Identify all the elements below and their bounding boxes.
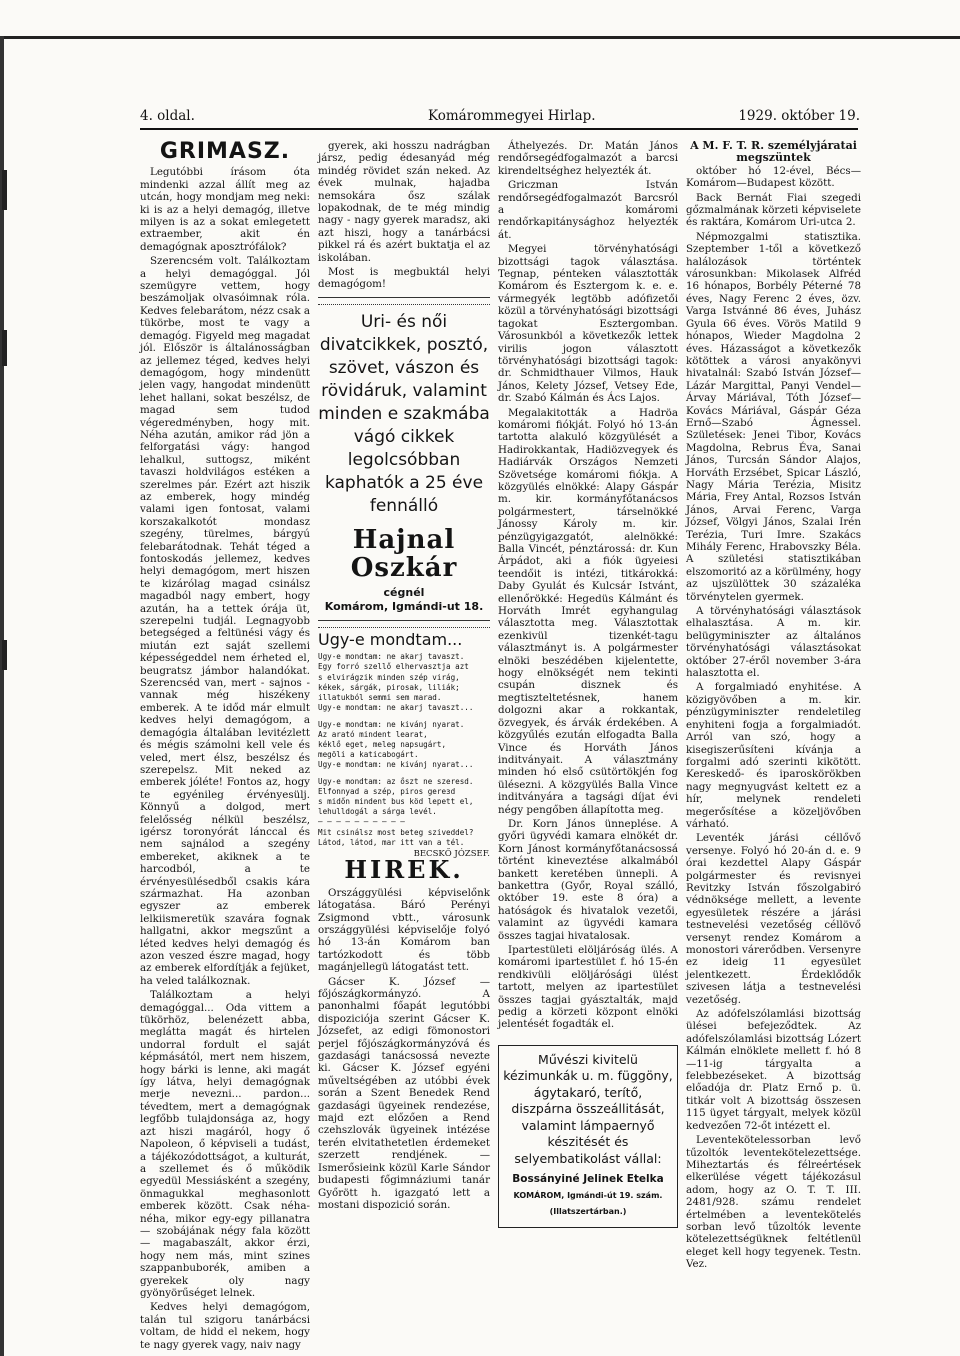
scan-edge-left xyxy=(0,36,4,1356)
news-item: Áthelyezés. Dr. Matán János rendőrsegédfogalmazót a barcsi kirendeltséghez helyezték át. xyxy=(498,140,678,177)
news-item: Megyei törvényhatósági bizottsági tagok választása. Tegnap, pénteken választották Komárom és Esztergom k. e. e. vármegyék legtöbb adófizetői közül a törvényhatósági bizottsági tagokat Esztergomban. Városunkból a következők lettek virilis jogon választott törvényhatósági bizottsági tagok: dr. Schmidthauer Vilmos, Hauk János, Kelety József, Vetsey Ede, dr. Szabó Kálmán és Ács Lajos. xyxy=(498,243,678,405)
poem-line: s midőn mindent bus köd lepett el, xyxy=(318,796,474,806)
news-item: Leventekötelessorban levő tűzoltók leventekötelezettsége. Miheztartás és félreértések elkerülése végett tájékozásul adom, hogy az O. T. T. III. 2481/928. számu rendelet értelmében a leventekötelés sorban levő tűzoltók levente kötelezettségüknek feltétlenül eleget kell hogy tegyenek. Testn. Vez. xyxy=(686,1134,861,1271)
scan-mark xyxy=(2,170,7,210)
poem-lines xyxy=(318,652,490,848)
poem-line: s elvirágzik minden szép virág, xyxy=(318,672,460,682)
poem-line: Ugy-e mondtam: ne kivánj nyarat. xyxy=(318,719,465,729)
news-item: A törvényhatósági választások elhalasztása. A m. kir. belügyminiszter az általános törvényhatósági választásokat október 27-éről november 3-ára halasztotta el. xyxy=(686,605,861,680)
poem-line: kéklő eget, meleg napsugárt, xyxy=(318,739,447,749)
column-3 xyxy=(498,140,678,1258)
advertisement xyxy=(318,311,490,614)
news-item: Leventék járási céllővő versenye. Folyó hó 20-án d. e. 9 órai kezdettel Alapy Gáspár polgármester és revisnyei Revitzky István főszolgabiró védnöksége mellett, a levente egyesületek részére a járási testnevelési vezetőség céllövő versenyt rendez Komárom a monostori várerődben. Versenyre ez ideig 11 egyesület jelentkezett. Érdeklődők szivesen látja a testnevelési vezetőség. xyxy=(686,832,861,1006)
poem-line: megöli a katicabogárt. xyxy=(318,750,419,760)
news-item: Megalakitották a Hadröa komáromi fiókját. Folyó hó 13-án tartotta alakuló közgyülését a Hadirokkantak, Hadiözvegyek és Hadiárvák Országos Nemzeti Szövetsége komáromi fiókja. A közgyülés elnökké: Alapy Gáspár m. kir. kormányfőtanácsos polgármestert, társelnökké Jánossy Károly m. kir. pénzügyigazgatót, alelnökké: Balla Vincét, pénztárossá: dr. Kun Árpádot, aki a fiók ügyeiesi teendőit is intézi, titkárokká: Daby Gyulát és Kulcsár Istvánt, ellenőrökké: Hegedüs Kálmánt és Horváth Imrét egyhangulag választotta meg. Választottak ezenkivül tizenkét-tagu választmányt is. A polgármester elnöki beszédében kijelentette, hogy elnökségét nem tekinti csupán disznek és megtiszteltetésnek, hanem dolgozni akar a rokkantak, özvegyek, és árvák érdekében. A közgyűlés ezután elfogadta Balla Vince és Horváth János inditványait. A választmány minden hó első csütörtökjén fog ülésezni. A közgyülés Balla Vince inditványára a tagsági díjat évi négy pengőben állapította meg. xyxy=(498,406,678,816)
poem-line: Az arató mindent learat, xyxy=(318,729,428,739)
newspaper-title: Komárommegyei Hirlap. xyxy=(428,108,596,124)
column-2 xyxy=(318,140,490,1258)
page-header xyxy=(140,108,860,126)
scan-mark xyxy=(2,330,7,366)
poem-line: Egy forró szellő elhervasztja azt xyxy=(318,662,469,672)
ad-text: Művészi kivitelü kézimunkák u. m. függöny, ágytakaró, terítő, diszpárna összeállitását, valamint lámpaernyő készitését és selyembatikolást vállal: xyxy=(503,1051,673,1166)
ad-sub: (Illatszertárban.) xyxy=(549,1207,627,1217)
poem-line: lehulldogál a sárga levél. xyxy=(318,807,437,817)
article-paragraph: Legutóbbi írásom óta mindenki azzal állít meg az utcán, hogy mondjam meg neki: ki is az a helyi demagóg, illetve milyen is az a sokat emlegetett extraember, akit én demagógnak aposztrófálok? xyxy=(140,166,310,253)
page-number: 4. oldal. xyxy=(140,108,195,124)
divider xyxy=(318,297,490,305)
article-title: GRIMASZ. xyxy=(159,139,291,164)
header-rule xyxy=(140,128,858,130)
news-item: Az adófelszólamlási bizottság ülései befejeződtek. Az adófelszólamlási bizottság Lózert Kálmán elnöklete mellett f. hó 8—11-ig tárgyalta a felebbezéseket. A bizottság előadója dr. Platz Ernő p. ü. titkár volt A bizottság összesen 115 ügyet tárgyalt, melyek közül kedvezően 72-őt intézett el. xyxy=(686,1008,861,1132)
poem-line: — — — — — — — — — — xyxy=(318,817,405,827)
ad-address: KOMÁROM, Igmándi-út 19. szám. xyxy=(513,1190,663,1200)
news-item: Griczman István rendőrsegédfogalmazót Barcsról a komáromi rendőrkapitánysághoz helyezték át. xyxy=(498,179,678,241)
article-paragraph: Szerencsém volt. Találkoztam a helyi demagóggal. Jól szemügyre vettem, hogy beszámoljak olvasóimnak róla. Kedves felebarátom, nézz csak a tükörbe, most te vagy a demagóg. Figyeld meg magadat jól. Először is általánosságban az jellemez téged, kedves helyi demagógom, hogy mindenütt jelen vagy, hangodat mindenütt lehet hallani, sokat beszélsz, de magad sem tudod végeredményben, hogy mit. Néha azután, amikor rád jön a felforgatási vágy: hangod lehalkul, suttogsz, miként tavaszi holdvilágos estéken a szerelmes pár. Ezért azt hiszik az emberek, hogy mindég valami igen fontosat, valami korszakalkotót mondasz szegény, türelmes, bárgyú felebarátodnak. Tehát téged a fontoskodás jellemez, kedves helyi demagógom, mert hiszen te kizárólag magad csinálsz magadból nagy embert, hogy azután, ha a tettek órája üt, szerepelni tudjál. Legnagyobb betegséged a feltünési vágy és miután ezt saját szellemi képességeddel nem érheted el, beugratsz jámbor halandókat. Szerencséd van, mert - sajnos - vannak még hiszékeny emberek. A te időd már elmult kedves helyi demagógom, a demagógia általában levitézlett és mégis számolni kell vele és veled, mert élsz, beszélsz és szerepelsz. Mit neked az emberek jóléte! Fontos az, hogy te egyénileg érvényesülj. Könnyű a dolgod, mert felelősség nélkül beszélsz, igérsz toronyórát lánccal és nem sajnálod a szegény embereket, akiknek a te harcodból, a te érvényesülésedből csakis kára származhat. Ha azonban egyszer az emberek lelkiismeretük szavára fognak hallgatni, akkor megszűnt a léted kedves helyi demagóg és azon veszed észre magad, hogy az emberek elfordítják a fejüket, ha veled találkoznak. xyxy=(140,255,310,987)
poem-line: Elfonnyad a szép, piros gereзd xyxy=(318,786,456,796)
poem-line: Mit csinálsz most beteg sziveddel? xyxy=(318,827,474,837)
scan-edge-top xyxy=(0,36,960,39)
news-item: A forgalmiadó enyhitése. A közigyövőben a m. kir. pénzügyminiszter rendeletileg enyhiteni fogja a forgalmiadót. Arról van szó, hogy a kisegiszerűsíteni kívánja a forgalmi adó szerinti kikötött. Kereskedő- és iparoskörökben nagy megnyugvást keltett ez a hír, melynek rendeleti megerősítése a közeljövőben várható. xyxy=(686,681,861,830)
issue-date: 1929. október 19. xyxy=(738,108,860,124)
poem xyxy=(318,629,490,860)
poem-title: Ugy-e mondtam... xyxy=(318,629,463,649)
poem-line: illatukból semmi sem marad. xyxy=(318,693,442,703)
news-item: Dr. Korn János ünneplése. A győri ügyvédi kamara elnökét dr. Korn Jánost kormányfőtanácsossá történt kineveztése alkalmából bankett keretében ünnepli. A bankettra (Győr, Royal szálló, október 19. este 8 óra) a hatóságok és hivatalok vezetői, valamint az ügyvédi kamara összes tagjai hivatalosak. xyxy=(498,817,678,942)
article-paragraph: gyerek, aki hosszu nadrágban jársz, pedig édesanyád még mindég rövidet szán neked. Az évek mulnak, hajadba nemsokára ősz szálak lopakodnak, de te még mindig nagy - nagy gyerek maradsz, aki azt hiszi, hogy a tanárbácsi pikkel rá és azért buktatja el az iskolában. xyxy=(318,140,490,264)
article-paragraph: Találkoztam a helyi demagóggal... Oda vittem a tükörhöz, belenézett abba, meglátta magát és hirtelen undorral fordult el saját képmásától, mert nem hiszem, hogy bárki is lenne, aki magát így látva, helyi demagógnak merje nevezni... pardon... tévedtem, mert a demagógnak legfőbb tulajdonsága az, hogy azt hiszi magáról, hogy ő Napoleon, ő képviseli a tudást, a tájékozódottságot, a kulturát, a szellemet és ő működik egyedül Messiásként a szegény, önmagukkal meghasonlott emberek között. Csak néha-néha, mikor egy-egy pillanatra — szobájának négy fala között — magabaszált, akkor érzi, hogy nem más, mint szines szappanbuborék, amiben a gyerekek oly nagy gyönyörűséget lelnek. xyxy=(140,989,310,1299)
section-heading: HIREK. xyxy=(344,855,464,885)
news-item: Országgyülési képviselőnk látogatása. Báró Perényi Zsigmond vbtt., városunk országgyülési képviselője folyó hó 13-án Komárom ban tartózkodott és több magánjellegü látogatást tett. xyxy=(318,886,490,974)
poem-line: Ugy-e mondtam: ne akarj tavaszt... xyxy=(318,703,474,713)
ad-text: Uri- és női divatcikkek, posztó, szövet, vászon és rövidáruk, valamint minden e szakmába vágó cikkek legolcsóbban kaphatók a 25 éve fennálló xyxy=(318,311,490,516)
ad-sub: cégnél xyxy=(383,585,425,599)
poem-line: Ugy-e mondtam: ne kivánj nyarat... xyxy=(318,760,474,770)
column-1 xyxy=(140,139,310,1351)
poem-line: Látod, látod, mar itt van a tél. xyxy=(318,837,465,847)
news-item: október hó 12-ével, Bécs—Komárom—Budapest között. xyxy=(686,164,861,190)
news-item: Ipartestületi elöljáróság ülés. A komáromi ipartestület f. hó 15-én rendkivüli elöljárósági ülést tartott, melyen az ipartestület összes tagjai gyásztalták, majd pedig a körzeti központ elnöki jelentését fogadták el. xyxy=(498,944,678,1031)
poem-line: kékek, sárgák, pirosak, liliák; xyxy=(318,682,460,692)
ad-name: Bossányiné Jelinek Etelka xyxy=(512,1173,664,1186)
poem-signature: BECSKŐ JÓZSEF. xyxy=(413,848,490,859)
article-paragraph: Kedves helyi demagógom, talán tul szigoru tanárbácsi voltam, de hidd el nekem, hogy te nagy gyerek vagy, naiv nagy xyxy=(140,1301,310,1351)
ad-address: Komárom, Igmándi-ut 18. xyxy=(324,599,484,613)
news-item: Népmozgalmi statisztika. Szeptember 1-től a következő halálozások történtek városunkban: Mikolasek Alfréd 16 hónapos, Borbély Péterné 78 éves, Nagy Ferenc 2 éves, özv. Varga Istvánné 86 éves, Juhász Gyula 66 éves. Vörös Matild 9 hónapos, Wieder Magdolna 2 éves. Házasságot a következők kötöttek a városi anyakönyvi hivatalnál: Szabó István József—Lázár Margittal, Panyi Vendel—Árvay Máriával, Tóth József—Kovács Máriával, Gáspár Géza Ernő—Szabó Ágnessel. Születések: Jenei Tibor, Kovács Magdolna, Rebrus Éva, Sanai János, Turcsán Sándor Alajos, Horváth Erzsébet, Spicar László, Nagy Mária Terézia, Misitz Mária, Frey Antal, Rozsos István János, Arvai Ferenc, Varga József, Völgyi János, Szalai Irén Terézia, Turi Imre. Szakács Mihály Ferenc, Hrabovszky Béla. A születési statisztikában elszomoritó az a körülmény, hogy az ujszülöttek 30 százaléka törvénytelen gyermek. xyxy=(686,230,861,603)
article-paragraph: Most is megbuktál helyi demagógom! xyxy=(318,266,490,291)
poem-line: Ugy-e mondtam: az őszt ne szeresd. xyxy=(318,776,474,786)
divider xyxy=(318,620,490,628)
poem-line: Ugy-e mondtam: ne akarj tavaszt. xyxy=(318,652,465,662)
advertisement-box xyxy=(498,1045,678,1228)
column-4 xyxy=(686,139,861,1271)
ad-firm-name: Hajnal Oszkár xyxy=(350,524,458,583)
news-item: Back Bernát Fiai szegedi gőzmalmának körzeti képviselete és raktára, Komárom Uri-utca 2. xyxy=(686,191,861,229)
news-item: Gácser K. József — főjószágkormányzó. A panonhalmi főapát legutóbbi dispoziciója szerint Gácser K. Józsefet, az edigi fömonostori perjel főjószágkormányzóvá és gazdasági tanácsossá nevezte ki. Gácser K. József egyéni műveltségében az utóbbi évek során a Szent Benedek Rend gazdasági ügyeinek rendezése, majd ezt előzően a Rend czehszlovák ügyeinek intézése terén elvitathetetlen érdemeket szerzett rendjének. — Ismerősieink közül Karle Sándor budapesti főgimnáziumi tanár Győrött h. igazgató lett a mostani dispozició során. xyxy=(318,975,490,1211)
news-heading: A M. F. T. R. személyjáratai megszüntek xyxy=(690,139,857,165)
scan-mark xyxy=(2,640,7,670)
